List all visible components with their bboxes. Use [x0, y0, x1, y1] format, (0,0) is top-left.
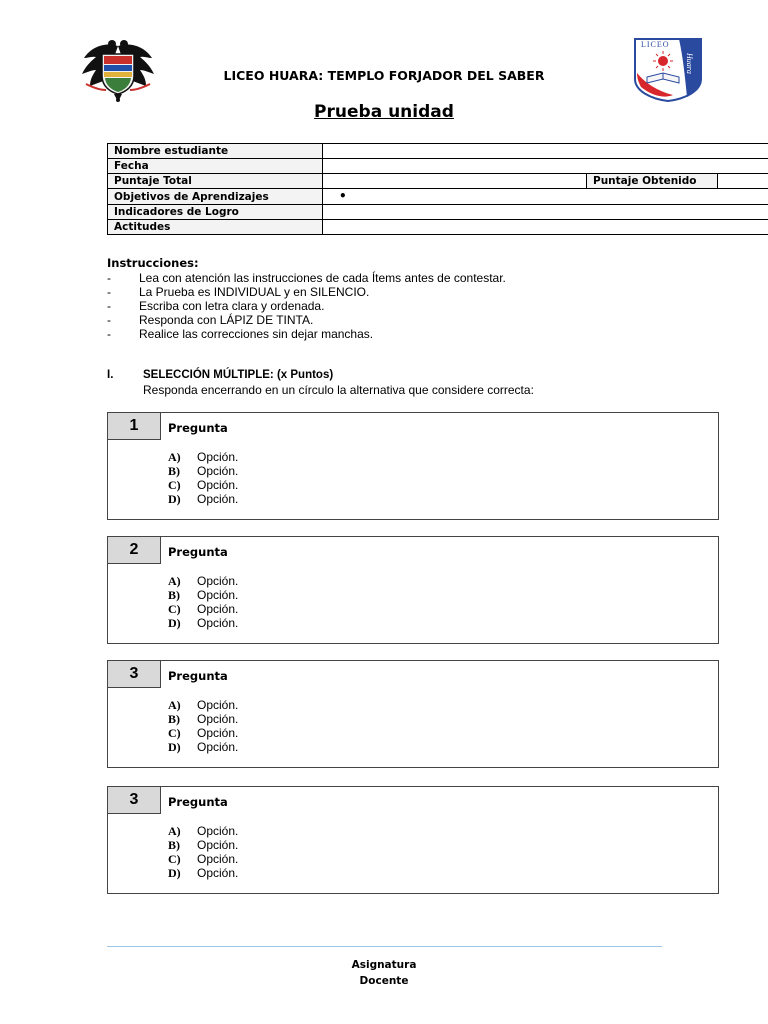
option-text: Opción. [197, 478, 239, 492]
list-item [107, 299, 506, 313]
table-row [108, 189, 768, 205]
instruction-text: Realice las correcciones sin dejar manchas. [139, 327, 374, 341]
option-a[interactable] [168, 450, 238, 464]
option-letter: A) [168, 450, 181, 464]
label-puntaje-total: Puntaje Total [108, 174, 323, 189]
option-d[interactable] [168, 616, 238, 630]
list-dash: - [107, 285, 111, 299]
option-letter: A) [168, 698, 181, 712]
options-list [168, 698, 238, 754]
options-list [168, 824, 238, 880]
field-objetivos-aprendizajes[interactable] [323, 189, 768, 205]
option-letter: B) [168, 464, 180, 478]
list-item [107, 313, 506, 327]
option-text: Opción. [197, 588, 239, 602]
table-row [108, 174, 768, 189]
option-c[interactable] [168, 726, 238, 740]
list-dash: - [107, 299, 111, 313]
field-indicadores-logro[interactable] [323, 205, 768, 220]
option-letter: D) [168, 866, 181, 880]
label-objetivos-aprendizajes: Objetivos de Aprendizajes [108, 189, 323, 205]
option-letter: C) [168, 726, 181, 740]
option-letter: B) [168, 838, 180, 852]
option-letter: A) [168, 574, 181, 588]
option-d[interactable] [168, 866, 238, 880]
option-letter: C) [168, 852, 181, 866]
question-text: Pregunta [168, 795, 228, 809]
table-row [108, 159, 768, 174]
option-b[interactable] [168, 838, 238, 852]
section-title: SELECCIÓN MÚLTIPLE: (x Puntos) [143, 369, 334, 381]
question-box-3 [107, 660, 719, 768]
option-a[interactable] [168, 574, 238, 588]
option-text: Opción. [197, 698, 239, 712]
question-text: Pregunta [168, 669, 228, 683]
school-name: LICEO HUARA: TEMPLO FORJADOR DEL SABER [223, 68, 545, 83]
option-text: Opción. [197, 852, 239, 866]
option-text: Opción. [197, 824, 239, 838]
table-row [108, 205, 768, 220]
question-box-1 [107, 412, 719, 520]
table-row [108, 144, 768, 159]
option-text: Opción. [197, 602, 239, 616]
section-subtitle: Responda encerrando en un círculo la alternativa que considere correcta: [143, 383, 534, 397]
field-fecha[interactable] [323, 159, 768, 174]
option-text: Opción. [197, 464, 239, 478]
instruction-text: La Prueba es INDIVIDUAL y en SILENCIO. [139, 285, 370, 299]
field-puntaje-total[interactable] [323, 174, 587, 189]
option-text: Opción. [197, 740, 239, 754]
list-item [107, 271, 506, 285]
option-letter: D) [168, 740, 181, 754]
question-box-2 [107, 536, 719, 644]
footer-asignatura: Asignatura [351, 959, 417, 971]
list-dash: - [107, 271, 111, 285]
list-dash: - [107, 313, 111, 327]
document-title: Prueba unidad [314, 102, 454, 122]
option-d[interactable] [168, 492, 238, 506]
question-number: 2 [108, 537, 161, 564]
question-number: 3 [108, 661, 161, 688]
option-text: Opción. [197, 450, 239, 464]
list-dash: - [107, 327, 111, 341]
label-indicadores-logro: Indicadores de Logro [108, 205, 323, 220]
footer-docente: Docente [359, 975, 409, 987]
label-fecha: Fecha [108, 159, 323, 174]
option-c[interactable] [168, 602, 238, 616]
list-item [107, 285, 506, 299]
option-letter: D) [168, 616, 181, 630]
option-c[interactable] [168, 852, 238, 866]
instructions-list [107, 271, 506, 341]
instruction-text: Escriba con letra clara y ordenada. [139, 299, 325, 313]
option-b[interactable] [168, 464, 238, 478]
option-b[interactable] [168, 588, 238, 602]
option-letter: B) [168, 588, 180, 602]
option-letter: D) [168, 492, 181, 506]
field-actitudes[interactable] [323, 220, 768, 235]
label-puntaje-obtenido: Puntaje Obtenido [587, 174, 718, 189]
field-nombre-estudiante[interactable] [323, 144, 768, 159]
options-list [168, 450, 238, 506]
option-letter: B) [168, 712, 180, 726]
option-a[interactable] [168, 824, 238, 838]
list-item [107, 327, 506, 341]
option-letter: A) [168, 824, 181, 838]
option-c[interactable] [168, 478, 238, 492]
option-text: Opción. [197, 838, 239, 852]
option-a[interactable] [168, 698, 238, 712]
table-row [108, 220, 768, 235]
section-number: I. [107, 369, 114, 381]
field-puntaje-obtenido[interactable] [718, 174, 768, 189]
logo-text-huara: Huara [685, 53, 694, 74]
student-info-table [107, 143, 768, 235]
options-list [168, 574, 238, 630]
label-nombre-estudiante: Nombre estudiante [108, 144, 323, 159]
option-text: Opción. [197, 866, 239, 880]
option-text: Opción. [197, 492, 239, 506]
option-text: Opción. [197, 574, 239, 588]
question-text: Pregunta [168, 421, 228, 435]
option-b[interactable] [168, 712, 238, 726]
option-text: Opción. [197, 726, 239, 740]
logo-text-liceo: LICEO [641, 40, 670, 49]
option-letter: C) [168, 602, 181, 616]
instruction-text: Responda con LÁPIZ DE TINTA. [139, 313, 314, 327]
instruction-text: Lea con atención las instrucciones de cada Ítems antes de contestar. [139, 271, 506, 285]
option-letter: C) [168, 478, 181, 492]
instructions-heading: Instrucciones: [107, 256, 199, 270]
question-box-4 [107, 786, 719, 894]
question-number: 3 [108, 787, 161, 814]
question-number: 1 [108, 413, 161, 440]
option-d[interactable] [168, 740, 238, 754]
label-actitudes: Actitudes [108, 220, 323, 235]
footer-divider [107, 946, 662, 947]
option-text: Opción. [197, 712, 239, 726]
bullet-point: • [339, 189, 347, 203]
option-text: Opción. [197, 616, 239, 630]
question-text: Pregunta [168, 545, 228, 559]
